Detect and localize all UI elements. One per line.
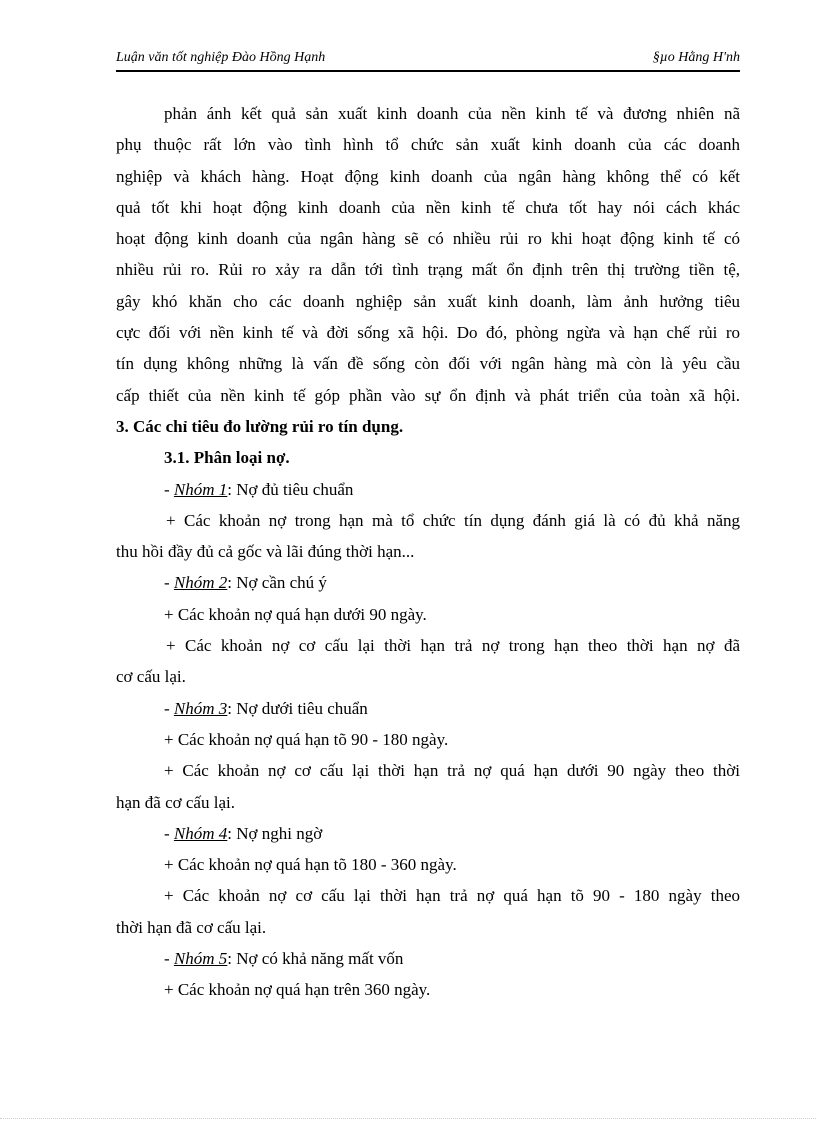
paragraph-line: gây khó khăn cho các doanh nghiệp sản xuất kinh doanh, làm ảnh hưởng tiêu <box>116 291 740 311</box>
group-heading: - Nhóm 4: Nợ nghi ngờ <box>164 823 323 843</box>
list-item: + Các khoản nợ trong hạn mà tổ chức tín dụng đánh giá là có đủ khả năng <box>166 510 740 530</box>
paragraph-line: phản ánh kết quả sản xuất kinh doanh của nền kinh tế và đương nhiên nã <box>164 104 740 123</box>
page-header <box>116 48 740 72</box>
group-heading: - Nhóm 3: Nợ dưới tiêu chuẩn <box>164 698 368 718</box>
list-item: + Các khoản nợ cơ cấu lại thời hạn trả nợ trong hạn theo thời hạn nợ đã <box>166 636 740 656</box>
list-item-continuation: thời hạn đã cơ cấu lại. <box>116 917 267 937</box>
paragraph-line: tín dụng không những là vấn đề sống còn đối với ngân hàng mà còn là yêu cầu <box>116 354 740 374</box>
list-item-continuation: cơ cấu lại. <box>116 667 186 687</box>
list-item: + Các khoản nợ quá hạn trên 360 ngày. <box>164 980 431 1000</box>
paragraph-line: quả tốt khi hoạt động kinh doanh của nền kinh tế chưa tốt hay nói cách khác <box>116 197 740 217</box>
group-name: Nhóm 5 <box>173 949 228 969</box>
group-name: Nhóm 4 <box>173 823 228 843</box>
group-heading: - Nhóm 2: Nợ cần chú ý <box>164 573 327 593</box>
document-body <box>116 100 740 1008</box>
list-item-continuation: hạn đã cơ cấu lại. <box>116 792 235 812</box>
group-heading: - Nhóm 5: Nợ có khả năng mất vốn <box>164 949 404 969</box>
list-item: + Các khoản nợ cơ cấu lại thời hạn trả nợ quá hạn tõ 90 - 180 ngày theo <box>164 886 740 906</box>
paragraph-line: hoạt động kinh doanh của ngân hàng sẽ có nhiều rủi ro khi hoạt động kinh tế có <box>116 229 740 249</box>
intro-paragraph <box>116 100 740 413</box>
page-edge-divider <box>0 1118 816 1119</box>
list-item-continuation: thu hồi đầy đủ cả gốc và lãi đúng thời hạn... <box>116 542 415 562</box>
paragraph-line: nhiều rủi ro. Rủi ro xảy ra dẫn tới tình trạng mất ổn định trên thị trường tiền tệ, <box>116 260 740 280</box>
header-right-text: §µo Hằng H'nh <box>652 50 740 65</box>
list-item: + Các khoản nợ quá hạn tõ 180 - 360 ngày. <box>164 855 457 875</box>
group-name: Nhóm 3 <box>173 698 228 718</box>
group-name: Nhóm 1 <box>173 479 228 499</box>
list-item: + Các khoản nợ cơ cấu lại thời hạn trả nợ quá hạn dưới 90 ngày theo thời <box>164 761 740 781</box>
paragraph-line: cực đối với nền kinh tế và đời sống xã hội. Do đó, phòng ngừa và hạn chế rủi ro <box>116 323 740 343</box>
group-name: Nhóm 2 <box>173 573 228 593</box>
header-author: Luận văn tốt nghiệp Đào Hồng Hạnh <box>116 50 326 65</box>
paragraph-line: cấp thiết của nền kinh tế góp phần vào sự ổn định và phát triển của toàn xã hội. <box>116 385 740 405</box>
list-item: + Các khoản nợ quá hạn tõ 90 - 180 ngày. <box>164 729 449 749</box>
group-heading: - Nhóm 1: Nợ đủ tiêu chuẩn <box>164 479 354 499</box>
section-heading: 3. Các chỉ tiêu đo lường rủi ro tín dụng. <box>116 416 404 436</box>
list-item: + Các khoản nợ quá hạn dưới 90 ngày. <box>164 604 427 624</box>
paragraph-line: nghiệp và khách hàng. Hoạt động kinh doanh của ngân hàng không thể có kết <box>116 166 740 186</box>
subsection-heading: 3.1. Phân loại nợ. <box>164 448 290 468</box>
paragraph-line: phụ thuộc rất lớn vào tình hình tổ chức sản xuất kinh doanh của các doanh <box>116 135 740 155</box>
